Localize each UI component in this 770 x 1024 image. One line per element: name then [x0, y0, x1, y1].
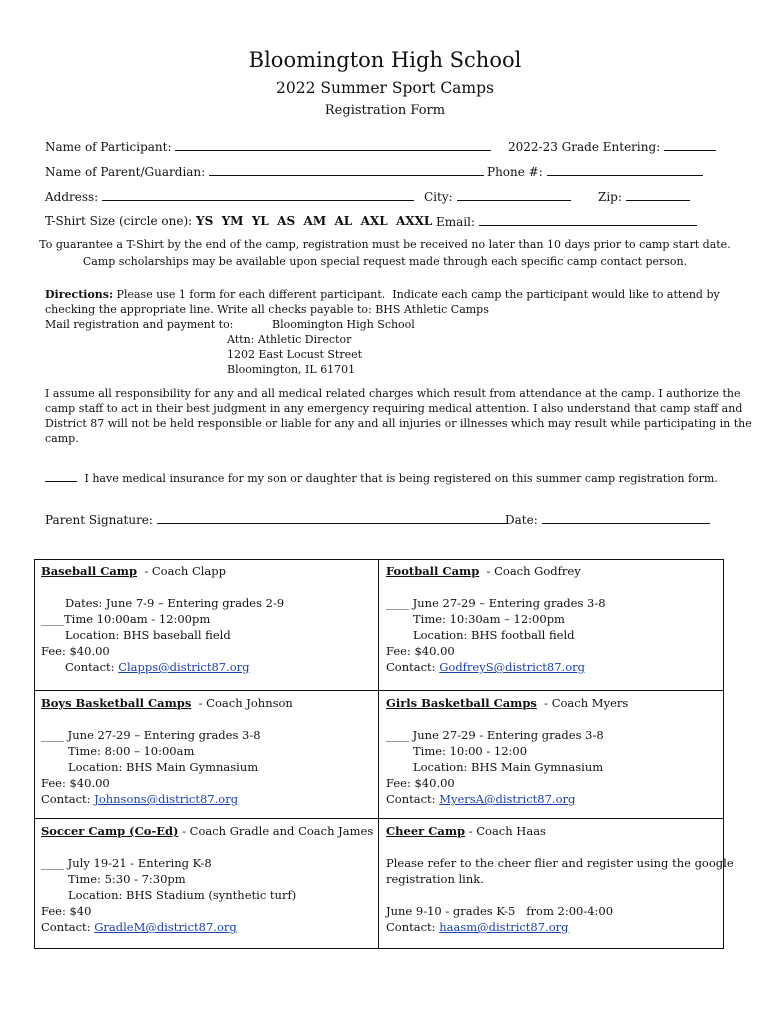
baseball-camp-location: Location: BHS baseball field	[65, 628, 231, 642]
waiver-line-2: camp staff to act in their best judgment in any emergency requiring medical attention. I also understand that camp staff and	[45, 402, 743, 415]
city-row	[424, 189, 571, 204]
cheer-camp-note-2: registration link.	[386, 872, 484, 886]
mail-address-line-3: 1202 East Locust Street	[227, 348, 363, 361]
cheer-contact-email-link[interactable]: haasm@district87.org	[439, 920, 569, 934]
city-label: City:	[424, 190, 453, 204]
soccer-camp-dates[interactable]: ____ July 19-21 - Entering K-8	[41, 856, 212, 870]
tshirt-label: T-Shirt Size (circle one):	[45, 214, 193, 228]
phone-label: Phone #:	[487, 165, 543, 179]
girls-basketball-camp-coach: - Coach Myers	[536, 696, 629, 710]
boys-basketball-camp-dates[interactable]: ____ June 27-29 – Entering grades 3-8	[41, 728, 261, 742]
insurance-check-field[interactable]	[45, 470, 77, 482]
soccer-contact-label: Contact:	[41, 920, 95, 934]
address-label: Address:	[45, 190, 99, 204]
grade-label: 2022-23 Grade Entering:	[508, 140, 661, 154]
football-camp-time: Time: 10:30am – 12:00pm	[413, 612, 565, 626]
girls-basketball-camp-cell	[386, 695, 628, 807]
girls-basketball-contact-label: Contact:	[386, 792, 440, 806]
participant-name-field[interactable]	[175, 139, 491, 151]
baseball-camp-coach: - Coach Clapp	[137, 564, 227, 578]
football-camp-location: Location: BHS football field	[413, 628, 575, 642]
baseball-camp-fee: Fee: $40.00	[41, 644, 110, 658]
football-camp-fee: Fee: $40.00	[386, 644, 455, 658]
tshirt-row	[45, 214, 432, 228]
date-row	[505, 512, 710, 527]
football-camp-cell	[386, 563, 606, 675]
baseball-camp-title: Baseball Camp	[41, 564, 138, 578]
boys-basketball-camp-coach: - Coach Johnson	[191, 696, 293, 710]
participant-row	[45, 139, 491, 154]
grade-row	[508, 139, 716, 154]
mail-label: Mail registration and payment to:	[45, 318, 234, 331]
page-subtitle: 2022 Summer Sport Camps	[276, 79, 494, 97]
soccer-camp-time: Time: 5:30 - 7:30pm	[68, 872, 186, 886]
football-contact-label: Contact:	[386, 660, 440, 674]
parent-name-field[interactable]	[209, 164, 484, 176]
insurance-row	[45, 470, 718, 485]
girls-basketball-camp-fee: Fee: $40.00	[386, 776, 455, 790]
waiver-line-1: I assume all responsibility for any and all medical related charges which result from attendance at the camp. I authorize the	[45, 387, 741, 400]
cheer-camp-coach: - Coach Haas	[465, 824, 546, 838]
city-field[interactable]	[457, 189, 571, 201]
cheer-camp-title: Cheer Camp	[386, 824, 466, 838]
soccer-camp-fee: Fee: $40	[41, 904, 92, 918]
date-field[interactable]	[542, 512, 710, 524]
football-camp-title: Football Camp	[386, 564, 480, 578]
cheer-contact-label: Contact:	[386, 920, 440, 934]
baseball-contact-label: Contact:	[65, 660, 119, 674]
football-camp-coach: - Coach Godfrey	[479, 564, 581, 578]
tshirt-size-options[interactable]: YS YM YL AS AM AL AXL AXXL	[196, 214, 433, 228]
insurance-statement: I have medical insurance for my son or daughter that is being registered on this summer camp registration form.	[84, 472, 718, 485]
tshirt-notice: To guarantee a T-Shirt by the end of the camp, registration must be received no later than 10 days prior to camp start date.	[39, 238, 731, 251]
zip-label: Zip:	[598, 190, 622, 204]
waiver-line-3: District 87 will not be held responsible or liable for any and all injuries or illnesses which may result while participating in the	[45, 417, 752, 430]
girls-basketball-contact-email-link[interactable]: MyersA@district87.org	[439, 792, 576, 806]
girls-basketball-camp-dates[interactable]: ____ June 27-29 - Entering grades 3-8	[386, 728, 604, 742]
phone-row	[487, 164, 703, 179]
baseball-contact-email-link[interactable]: Clapps@district87.org	[118, 660, 250, 674]
cheer-camp-note-1: Please refer to the cheer flier and register using the google	[386, 856, 734, 870]
scholarship-notice: Camp scholarships may be available upon special request made through each specific camp contact person.	[82, 255, 688, 268]
zip-row	[598, 189, 690, 204]
email-field[interactable]	[479, 214, 697, 226]
mail-address-line-2: Attn: Athletic Director	[227, 333, 352, 346]
girls-basketball-camp-location: Location: BHS Main Gymnasium	[413, 760, 604, 774]
girls-basketball-camp-title: Girls Basketball Camps	[386, 696, 537, 710]
address-row	[45, 189, 414, 204]
directions-label: Directions:	[45, 288, 114, 301]
boys-basketball-camp-title: Boys Basketball Camps	[41, 696, 192, 710]
boys-basketball-camp-time: Time: 8:00 – 10:00am	[68, 744, 195, 758]
email-label: Email:	[436, 215, 476, 229]
boys-basketball-contact-email-link[interactable]: Johnsons@district87.org	[94, 792, 239, 806]
page-title: Bloomington High School	[248, 48, 522, 72]
camps-table-row-divider-1	[34, 690, 724, 691]
mail-address-line-1: Bloomington High School	[272, 318, 415, 331]
camps-table-row-divider-2	[34, 818, 724, 819]
mail-address-line-4: Bloomington, IL 61701	[227, 363, 356, 376]
cheer-camp-cell	[386, 823, 734, 935]
football-camp-dates[interactable]: ____ June 27-29 – Entering grades 3-8	[386, 596, 606, 610]
boys-basketball-camp-cell	[41, 695, 293, 807]
address-field[interactable]	[102, 189, 414, 201]
soccer-camp-location: Location: BHS Stadium (synthetic turf)	[68, 888, 297, 902]
grade-field[interactable]	[664, 139, 716, 151]
baseball-camp-time[interactable]: ____Time 10:00am - 12:00pm	[41, 612, 211, 626]
waiver-line-4: camp.	[45, 432, 79, 445]
signature-field[interactable]	[157, 512, 507, 524]
soccer-camp-coach: - Coach Gradle and Coach James	[178, 824, 374, 838]
directions-line-1: Directions: Please use 1 form for each different participant. Indicate each camp the participant would like to attend by	[45, 288, 720, 301]
boys-basketball-camp-location: Location: BHS Main Gymnasium	[68, 760, 259, 774]
signature-row	[45, 512, 507, 527]
soccer-camp-cell	[41, 823, 373, 935]
soccer-contact-email-link[interactable]: GradleM@district87.org	[94, 920, 237, 934]
girls-basketball-camp-time: Time: 10:00 - 12:00	[413, 744, 528, 758]
zip-field[interactable]	[626, 189, 690, 201]
participant-label: Name of Participant:	[45, 140, 172, 154]
date-label: Date:	[505, 513, 538, 527]
email-row	[436, 214, 697, 229]
signature-label: Parent Signature:	[45, 513, 153, 527]
directions-line-2: checking the appropriate line. Write all checks payable to: BHS Athletic Camps	[45, 303, 489, 316]
baseball-camp-dates: Dates: June 7-9 – Entering grades 2-9	[65, 596, 285, 610]
boys-basketball-camp-fee: Fee: $40.00	[41, 776, 110, 790]
football-contact-email-link[interactable]: GodfreyS@district87.org	[439, 660, 585, 674]
form-title: Registration Form	[324, 103, 446, 118]
boys-basketball-contact-label: Contact:	[41, 792, 95, 806]
cheer-camp-dates: June 9-10 - grades K-5 from 2:00-4:00	[386, 904, 614, 918]
camps-table-divider	[378, 559, 379, 949]
parent-label: Name of Parent/Guardian:	[45, 165, 206, 179]
soccer-camp-title: Soccer Camp (Co-Ed)	[41, 824, 179, 838]
phone-field[interactable]	[547, 164, 703, 176]
parent-row	[45, 164, 484, 179]
baseball-camp-cell	[41, 563, 284, 675]
